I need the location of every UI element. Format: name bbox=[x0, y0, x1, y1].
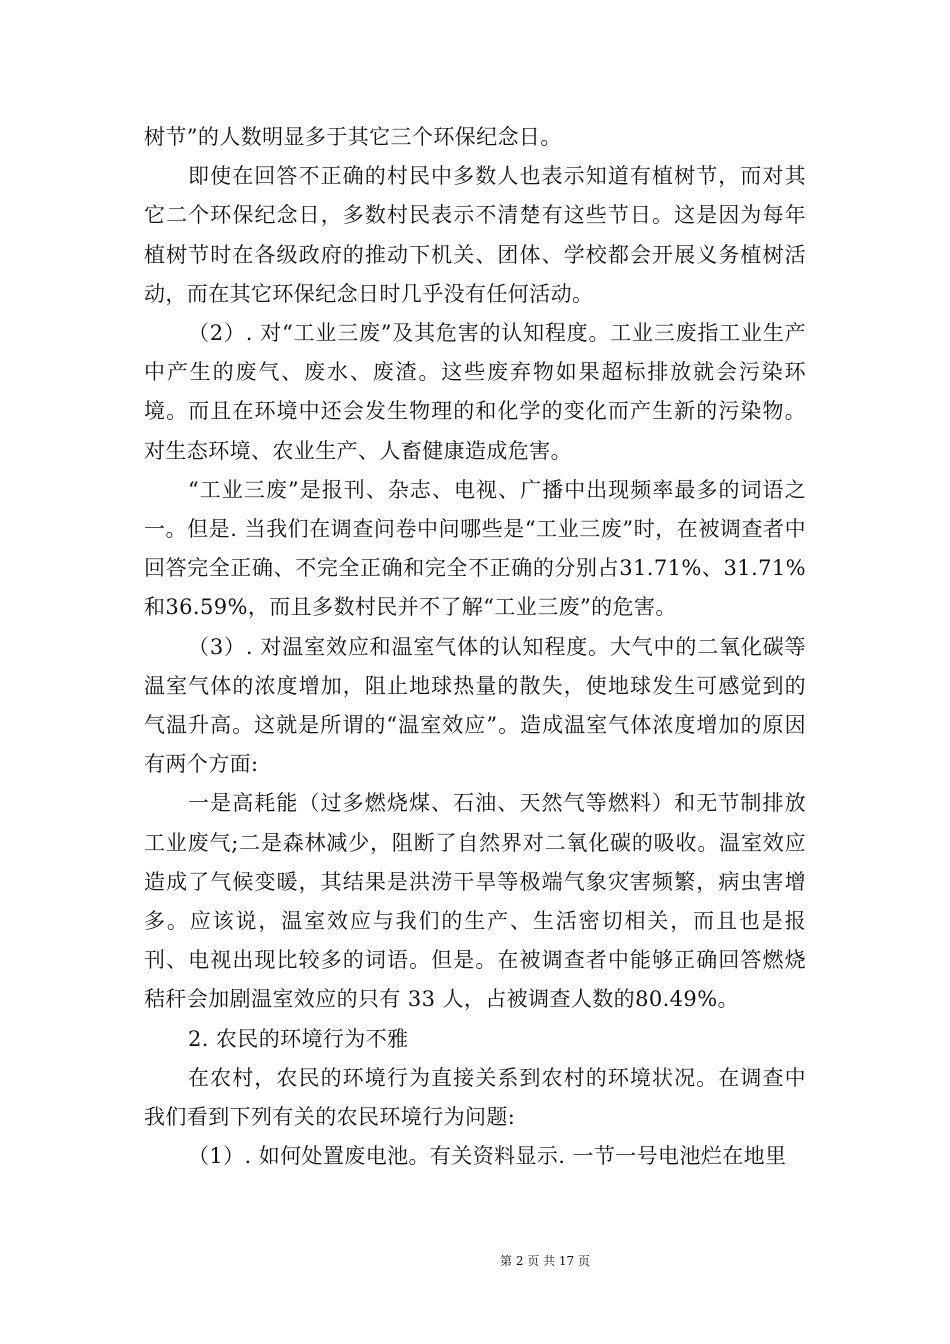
paragraph-rural-behavior: 在农村，农民的环境行为直接关系到农村的环境状况。在调查中我们看到下列有关的农民环境行为问题: bbox=[144, 1065, 806, 1130]
paragraph-industrial-waste-definition: （2）. 对“工业三废”及其危害的认知程度。工业三废指工业生产中产生的废气、废水、废渣。这些废弃物如果超标排放就会污染环境。而且在环境中还会发生物理的和化学的变化而产生新的污染物。对生态环境、农业生产、人畜健康造成危害。 bbox=[144, 321, 806, 463]
paragraph-industrial-waste-survey: “工业三废”是报刊、杂志、电视、广播中出现频率最多的词语之一。但是. 当我们在调查问卷中问哪些是“工业三废”时，在被调查者中回答完全正确、不完全正确和完全不正确的分别占31.71%、31.71%和36.59%，而且多数村民并不了解“工业三废”的危害。 bbox=[144, 477, 806, 620]
paragraph-greenhouse-causes: 一是高耗能（过多燃烧煤、石油、天然气等燃料）和无节制排放工业废气;二是森林减少，阻断了自然界对二氧化碳的吸收。温室效应造成了气候变暖，其结果是洪涝干旱等极端气象灾害频繁，病虫害增多。应该说，温室效应与我们的生产、生活密切相关，而且也是报刊、电视出现比较多的词语。但是。在被调查者中能够正确回答燃烧秸秆会加剧温室效应的只有 33 人，占被调查人数的80.49%。 bbox=[144, 791, 806, 1012]
paragraph-waste-batteries: （1）. 如何处置废电池。有关资料显示. 一节一号电池烂在地里 bbox=[188, 1144, 787, 1169]
document-body bbox=[144, 118, 806, 1176]
paragraph-greenhouse-effect: （3）. 对温室效应和温室气体的认知程度。大气中的二氧化碳等温室气体的浓度增加，阻止地球热量的散失，使地球发生可感觉到的气温升高。这就是所谓的“温室效应”。造成温室气体浓度增加的原因有两个方面: bbox=[144, 634, 806, 777]
paragraph-continuation: 树节”的人数明显多于其它三个环保纪念日。 bbox=[144, 125, 562, 149]
page-number-footer: 第 2 页 共 17 页 bbox=[500, 1254, 590, 1268]
section-heading-environmental-behavior: 2. 农民的环境行为不雅 bbox=[188, 1026, 409, 1051]
paragraph-arbor-day: 即使在回答不正确的村民中多数人也表示知道有植树节，而对其它二个环保纪念日，多数村民表示不清楚有这些节日。这是因为每年植树节时在各级政府的推动下机关、团体、学校都会开展义务植树活动，而在其它环保纪念日时几乎没有任何活动。 bbox=[144, 164, 806, 306]
